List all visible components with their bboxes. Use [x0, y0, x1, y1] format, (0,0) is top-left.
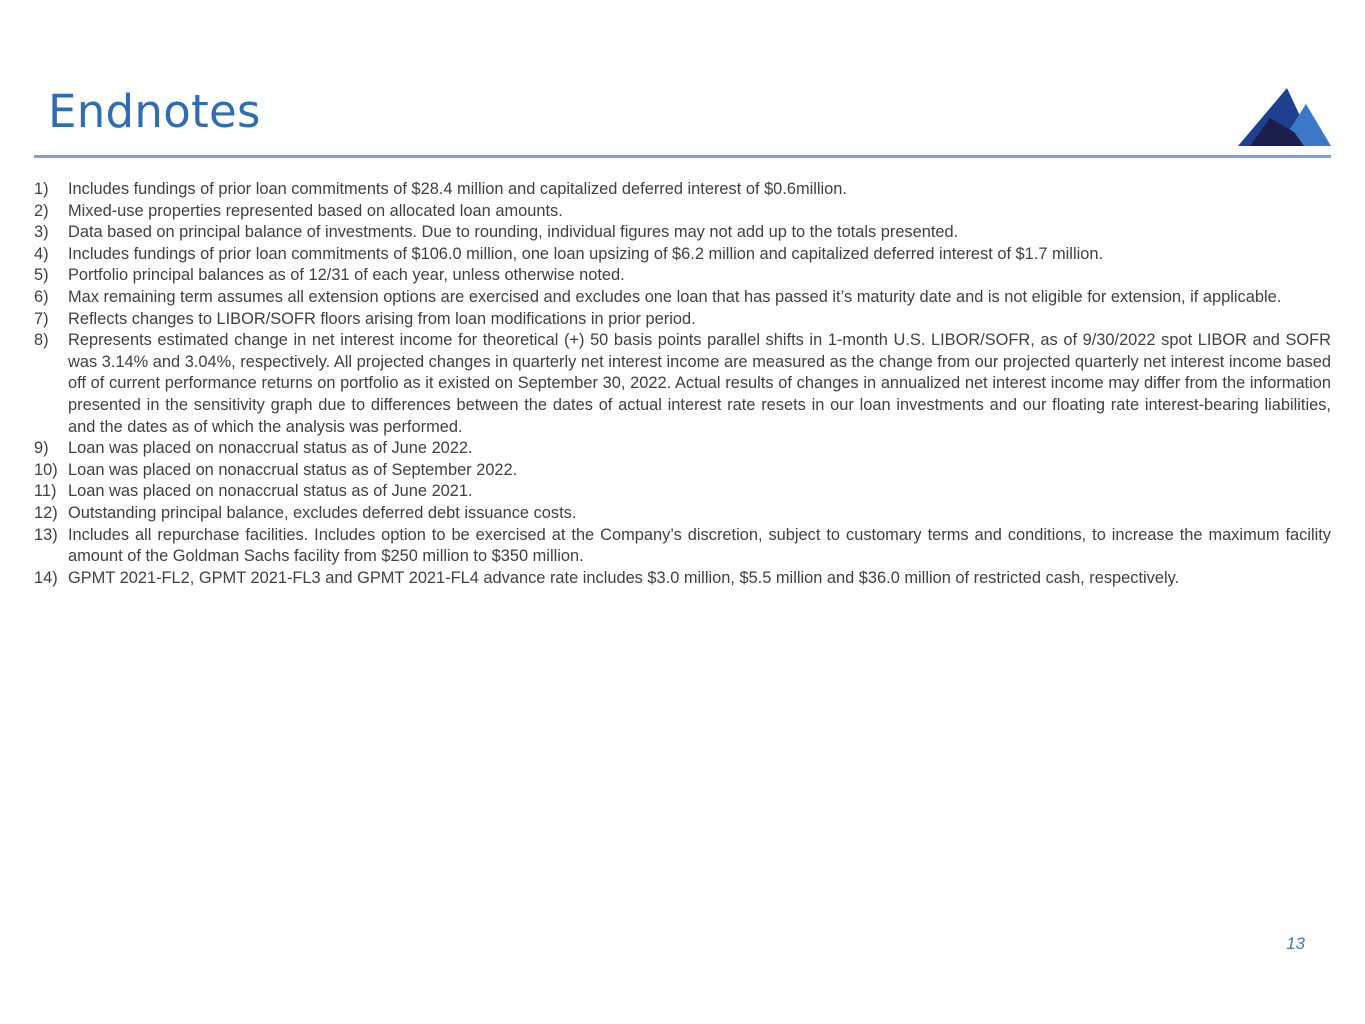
- endnote-item: [34, 438, 1331, 460]
- endnote-text: Loan was placed on nonaccrual status as of September 2022.: [68, 460, 518, 479]
- endnote-number: 1): [34, 180, 49, 198]
- endnote-text: Portfolio principal balances as of 12/31 of each year, unless otherwise noted.: [68, 266, 625, 285]
- endnote-text: Loan was placed on nonaccrual status as of June 2021.: [68, 482, 473, 501]
- page-title: Endnotes: [48, 85, 261, 138]
- endnote-item: [34, 201, 1331, 223]
- endnote-text: Includes all repurchase facilities. Includes option to be exercised at the Company’s discretion, subject to customary terms and conditions, to increase the maximum facility amount of the Goldman Sachs facility from $250 million to $350 million.: [68, 525, 1331, 566]
- endnote-text: Loan was placed on nonaccrual status as of June 2022.: [68, 439, 473, 458]
- endnote-text: Reflects changes to LIBOR/SOFR floors arising from loan modifications in prior period.: [68, 309, 696, 328]
- endnote-number: 7): [34, 309, 49, 328]
- endnote-number: 5): [34, 266, 49, 285]
- endnote-number: 10): [34, 460, 58, 479]
- endnote-item: [34, 309, 1331, 331]
- endnote-number: 9): [34, 439, 49, 458]
- endnote-number: 11): [34, 482, 57, 501]
- endnote-number: 14): [34, 568, 58, 587]
- endnote-item: [34, 525, 1331, 568]
- endnote-item: [34, 568, 1331, 590]
- endnote-text: GPMT 2021-FL2, GPMT 2021-FL3 and GPMT 2021-FL4 advance rate includes $3.0 million, $5.5 million and $36.0 million of restricted cash, respectively.: [68, 568, 1180, 587]
- mountain-peaks-logo-icon: [1236, 88, 1332, 148]
- endnote-text: Max remaining term assumes all extension options are exercised and excludes one loan that has passed it’s maturity date and is not eligible for extension, if applicable.: [68, 287, 1282, 306]
- endnote-text: Outstanding principal balance, excludes deferred debt issuance costs.: [68, 503, 577, 522]
- endnote-text: Represents estimated change in net interest income for theoretical (+) 50 basis points parallel shifts in 1-month U.S. LIBOR/SOFR, as of 9/30/2022 spot LIBOR and SOFR was 3.14% and 3.04%, respectively. All projected changes in quarterly net interest income are measured as the change from our projected quarterly net interest income based off of current performance returns on portfolio as it existed on September 30, 2022. Actual results of changes in annualized net interest income may differ from the information presented in the sensitivity graph due to differences between the dates of actual interest rate resets in our loan investments and our floating rate interest-bearing liabilities, and the dates as of which the analysis was performed.: [68, 331, 1331, 436]
- endnote-item: [34, 265, 1331, 287]
- endnote-item: [34, 330, 1331, 438]
- endnote-number: 8): [34, 331, 49, 350]
- page-number: 13: [1286, 934, 1305, 953]
- endnote-text: Includes fundings of prior loan commitments of $106.0 million, one loan upsizing of $6.2 million and capitalized deferred interest of $1.7 million.: [68, 244, 1104, 263]
- endnote-text: Data based on principal balance of investments. Due to rounding, individual figures may not add up to the totals presented.: [68, 223, 959, 242]
- endnotes-list: [34, 179, 1331, 589]
- title-divider: [34, 155, 1331, 158]
- endnote-item: [34, 287, 1331, 309]
- endnote-text: Includes fundings of prior loan commitments of $28.4 million and capitalized deferred interest of $0.6million.: [68, 180, 847, 198]
- endnote-item: [34, 503, 1331, 525]
- endnote-number: 13): [34, 525, 58, 544]
- endnote-number: 3): [34, 223, 49, 242]
- endnote-item: [34, 244, 1331, 266]
- endnote-item: [34, 222, 1331, 244]
- endnote-text: Mixed-use properties represented based on allocated loan amounts.: [68, 201, 563, 220]
- endnote-item: [34, 179, 1331, 201]
- endnote-number: 6): [34, 287, 49, 306]
- endnote-item: [34, 481, 1331, 503]
- endnote-item: [34, 460, 1331, 482]
- endnote-number: 4): [34, 244, 49, 263]
- endnote-number: 2): [34, 201, 49, 220]
- endnote-number: 12): [34, 503, 58, 522]
